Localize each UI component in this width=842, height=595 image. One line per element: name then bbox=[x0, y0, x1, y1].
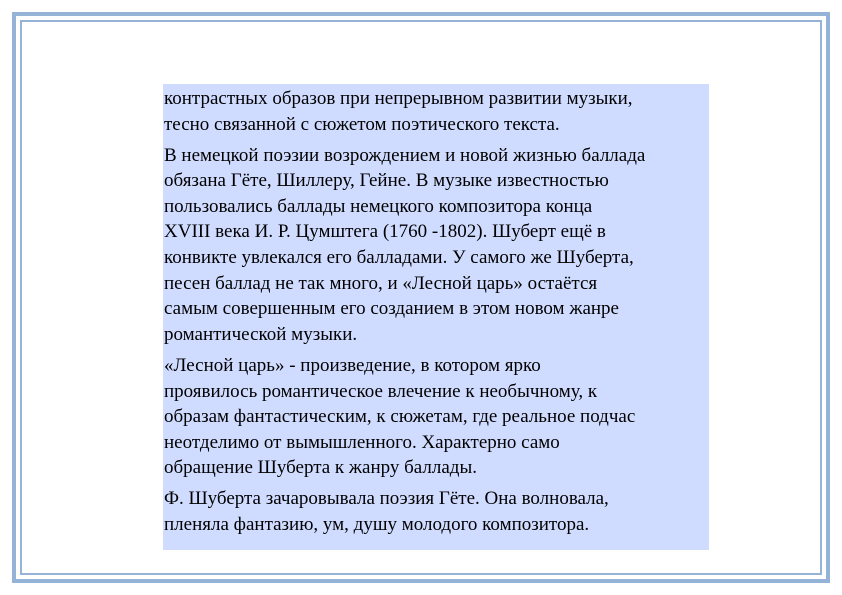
paragraph-1 bbox=[164, 86, 709, 137]
paragraph-2 bbox=[164, 143, 709, 348]
text-line: «Лесной царь» - произведение, в котором ярко bbox=[164, 354, 541, 376]
text-line: образам фантастическим, к сюжетам, где реальное подчас bbox=[164, 406, 636, 428]
text-line: конвикте увлекался его балладами. У самого же Шуберта, bbox=[164, 247, 634, 269]
paragraph-4 bbox=[164, 486, 709, 537]
text-line: В немецкой поэзии возрождением и новой жизнью баллада bbox=[164, 144, 646, 166]
text-line: песен баллад не так много, и «Лесной царь» остаётся bbox=[164, 272, 598, 294]
text-line: контрастных образов при непрерывном развитии музыки, bbox=[164, 88, 633, 109]
text-line: Ф. Шуберта зачаровывала поэзия Гёте. Она волновала, bbox=[164, 488, 609, 510]
text-line: самым совершенным его созданием в этом новом жанре bbox=[164, 298, 619, 320]
text-line: пленяла фантазию, ум, душу молодого композитора. bbox=[164, 514, 590, 535]
text-line: обязана Гёте, Шиллеру, Гейне. В музыке известностью bbox=[164, 170, 609, 192]
text-box bbox=[163, 84, 709, 550]
text-line: тесно связанной с сюжетом поэтического текста. bbox=[164, 113, 560, 135]
text-line: проявилось романтическое влечение к необычному, к bbox=[164, 380, 598, 402]
text-line: XVIII века И. Р. Цумштега (1760 -1802). Шуберт ещё в bbox=[164, 221, 606, 243]
text-line: обращение Шуберта к жанру баллады. bbox=[164, 457, 477, 479]
paragraph-3 bbox=[164, 353, 709, 481]
text-line: пользовались баллады немецкого композитора конца bbox=[164, 195, 593, 217]
text-line: неотделимо от вымышленного. Характерно само bbox=[164, 431, 560, 453]
text-line: романтической музыки. bbox=[164, 323, 358, 345]
